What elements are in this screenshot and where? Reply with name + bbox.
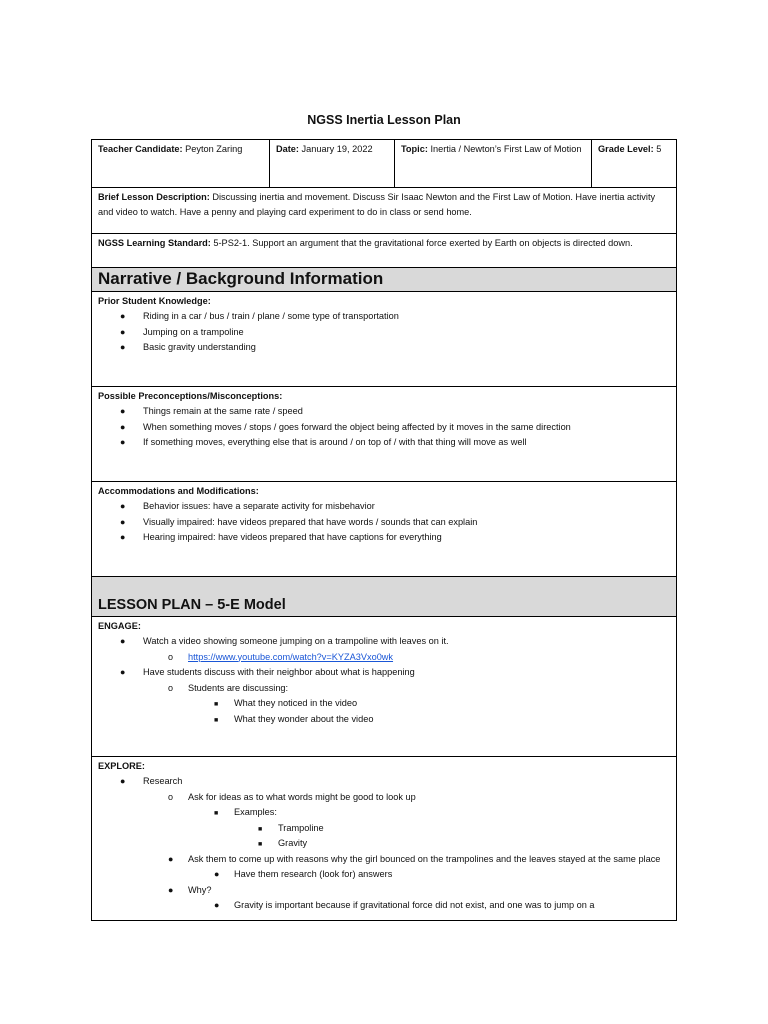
prior-knowledge-label: Prior Student Knowledge:	[98, 296, 211, 306]
date-cell	[269, 140, 394, 187]
list-item: o Students are discussing:	[168, 682, 289, 693]
explore-label: EXPLORE:	[98, 761, 145, 771]
description-label: Brief Lesson Description:	[98, 192, 210, 202]
list-item: ■ What they noticed in the video	[214, 698, 358, 708]
topic-cell	[394, 140, 591, 187]
grade-cell	[591, 140, 677, 187]
date-value: January 19, 2022	[301, 144, 373, 154]
list-item: ● Visually impaired: have videos prepared that have words / sounds that can explain	[120, 516, 478, 527]
topic-value: Inertia / Newton’s First Law of Motion	[430, 144, 582, 154]
description-text: Discussing inertia and movement. Discuss Sir Isaac Newton and the First Law of Motion. Have inertia activity and video to watch. Have a penny and playing card experiment to do in class or send home.	[98, 192, 656, 217]
teacher-label: Teacher Candidate:	[98, 144, 183, 154]
standard-row	[92, 233, 676, 267]
list-item: ● If something moves, everything else that is around / on top of / with that thing will move as well	[120, 437, 527, 447]
list-item: ● Basic gravity understanding	[120, 342, 256, 352]
list-item: o Ask for ideas as to what words might be good to look up	[168, 791, 416, 802]
standard-label: NGSS Learning Standard:	[98, 238, 211, 248]
explore-section	[92, 756, 676, 921]
list-item: ● Riding in a car / bus / train / plane / some type of transportation	[120, 311, 399, 321]
list-item: ● When something moves / stops / goes forward the object being affected by it moves in the same direction	[120, 421, 571, 432]
list-item: ● Ask them to come up with reasons why the girl bounced on the trampolines and the leaves stayed at the same place	[168, 853, 661, 864]
description-row	[92, 187, 676, 233]
list-item: ■ Examples:	[214, 807, 277, 817]
accommodations-label: Accommodations and Modifications:	[98, 486, 259, 496]
accommodations-section	[92, 481, 676, 576]
list-item: ■ Trampoline	[258, 822, 324, 833]
lesson-plan-heading: LESSON PLAN – 5-E Model	[98, 597, 286, 613]
list-item: ● Hearing impaired: have videos prepared that have captions for everything	[120, 532, 442, 542]
list-item: ● Gravity is important because if gravitational force did not exist, and one was to jump on a	[214, 900, 595, 910]
list-item: ■ Gravity	[258, 838, 308, 848]
list-item: ● Why?	[168, 884, 212, 895]
engage-section	[92, 616, 676, 756]
prior-knowledge-section	[92, 291, 676, 386]
accommodations-list	[98, 499, 670, 546]
grade-label: Grade Level:	[598, 144, 654, 154]
header-row	[92, 140, 676, 187]
preconceptions-list	[98, 404, 670, 451]
teacher-cell	[92, 140, 269, 187]
list-item: ● Watch a video showing someone jumping on a trampoline with leaves on it.	[120, 636, 449, 646]
engage-list	[98, 634, 670, 727]
list-item: o https://www.youtube.com/watch?v=KYZA3Vxo0wk	[168, 651, 394, 662]
teacher-value: Peyton Zaring	[185, 144, 243, 154]
engage-label: ENGAGE:	[98, 621, 141, 631]
lesson-plan-heading-row	[92, 576, 676, 616]
explore-list	[98, 774, 670, 914]
list-item: ● Have students discuss with their neighbor about what is happening	[120, 667, 415, 677]
preconceptions-label: Possible Preconceptions/Misconceptions:	[98, 391, 283, 401]
list-item: ● Research	[120, 776, 183, 786]
list-item: ● Things remain at the same rate / speed	[120, 406, 303, 416]
preconceptions-section	[92, 386, 676, 481]
list-item: ● Have them research (look for) answers	[214, 869, 393, 879]
document-title: NGSS Inertia Lesson Plan	[307, 113, 461, 127]
standard-text: 5-PS2-1. Support an argument that the gravitational force exerted by Earth on objects is directed down.	[213, 238, 633, 248]
topic-label: Topic:	[401, 144, 428, 154]
youtube-video-link[interactable]: https://www.youtube.com/watch?v=KYZA3Vxo0wk	[188, 651, 394, 662]
list-item: ● Jumping on a trampoline	[120, 326, 244, 337]
narrative-heading: Narrative / Background Information	[92, 267, 676, 291]
lesson-plan-table	[91, 139, 677, 921]
list-item: ● Behavior issues: have a separate activity for misbehavior	[120, 501, 375, 511]
grade-value: 5	[656, 144, 662, 154]
list-item: ■ What they wonder about the video	[214, 713, 374, 724]
prior-knowledge-list	[98, 309, 670, 356]
date-label: Date:	[276, 144, 299, 154]
